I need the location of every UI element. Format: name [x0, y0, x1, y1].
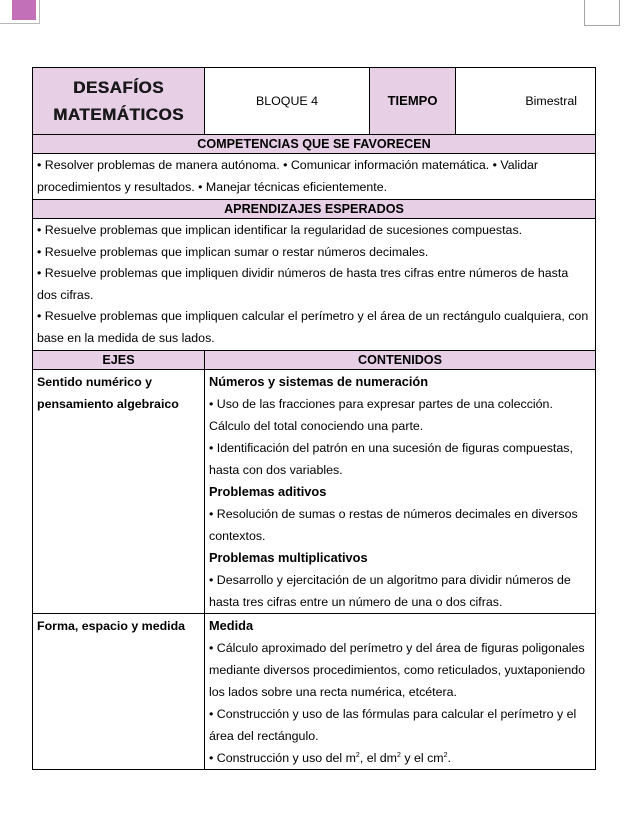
units-prefix: • Construcción y uso del m [209, 751, 356, 765]
content-item: • Uso de las fracciones para expresar partes de una colección. Cálculo del total conociendo una parte. [209, 397, 553, 433]
content-item: • Construcción y uso de las fórmulas para calcular el perímetro y el área del rectángulo. [209, 707, 577, 743]
header-row [33, 68, 596, 135]
corner-decoration-left [0, 0, 40, 24]
eje-name: Sentido numérico y pensamiento algebraico [33, 370, 205, 614]
units-suffix: . [447, 751, 451, 765]
contenidos-cell [205, 614, 596, 770]
aprendizaje-item: • Resuelve problemas que impliquen calcular el perímetro y el área de un rectángulo cualquiera, con base en la medida de sus lados. [37, 309, 589, 345]
aprendizajes-heading-row [33, 200, 596, 219]
aprendizajes-heading: APRENDIZAJES ESPERADOS [33, 200, 596, 219]
tiempo-value: Bimestral [456, 68, 596, 135]
superscript: 2 [397, 751, 401, 759]
aprendizaje-item: • Resuelve problemas que implican sumar o restar números decimales. [37, 244, 429, 259]
ejes-heading: EJES [33, 351, 205, 370]
competencias-body-row [33, 154, 596, 200]
competencias-text: • Resolver problemas de manera autónoma. • Comunicar información matemática. • Validar procedimientos y resultados. • Manejar técnicas eficientemente. [33, 154, 596, 200]
aprendizajes-list [33, 219, 596, 351]
corner-square [12, 0, 36, 20]
competencias-heading-row [33, 135, 596, 154]
planning-table [32, 67, 596, 770]
content-subtitle: Medida [209, 618, 254, 633]
eje-name: Forma, espacio y medida [33, 614, 205, 770]
superscript: 2 [355, 751, 360, 759]
content-item: • Resolución de sumas o restas de números decimales en diversos contextos. [209, 507, 578, 543]
bloque-cell: BLOQUE 4 [205, 68, 370, 135]
competencias-heading: COMPETENCIAS QUE SE FAVORECEN [33, 135, 596, 154]
eje-row-1 [33, 370, 596, 614]
content-item: • Identificación del patrón en una sucesión de figuras compuestas, hasta con dos variables. [209, 441, 573, 477]
contenidos-cell [205, 370, 596, 614]
superscript: 2 [443, 751, 448, 759]
title-line-1: DESAFÍOS [73, 78, 164, 97]
eje-row-2 [33, 614, 596, 770]
content-subtitle: Números y sistemas de numeración [209, 374, 429, 389]
content-subtitle: Problemas multiplicativos [209, 550, 368, 565]
title-line-2: MATEMÁTICOS [53, 105, 184, 124]
tiempo-label: TIEMPO [370, 68, 456, 135]
units-mid: , el dm [359, 751, 397, 765]
title-cell [33, 68, 205, 135]
units-mid: y el cm [400, 751, 444, 765]
columns-heading-row [33, 351, 596, 370]
content-item-units [209, 747, 591, 769]
corner-decoration-right [584, 0, 620, 26]
content-subtitle: Problemas aditivos [209, 484, 327, 499]
aprendizaje-item: • Resuelve problemas que impliquen dividir números de hasta tres cifras entre números de hasta dos cifras. [37, 266, 569, 302]
contenidos-heading: CONTENIDOS [205, 351, 596, 370]
aprendizaje-item: • Resuelve problemas que implican identificar la regularidad de sucesiones compuestas. [37, 223, 523, 237]
content-item: • Cálculo aproximado del perímetro y del área de figuras poligonales mediante diversos procedimientos, como reticulados, yuxtaponiendo los lados sobre una recta numérica, etcétera. [209, 641, 586, 699]
content-item: • Desarrollo y ejercitación de un algoritmo para dividir números de hasta tres cifras entre un número de una o dos cifras. [209, 573, 571, 609]
aprendizajes-body-row [33, 219, 596, 351]
